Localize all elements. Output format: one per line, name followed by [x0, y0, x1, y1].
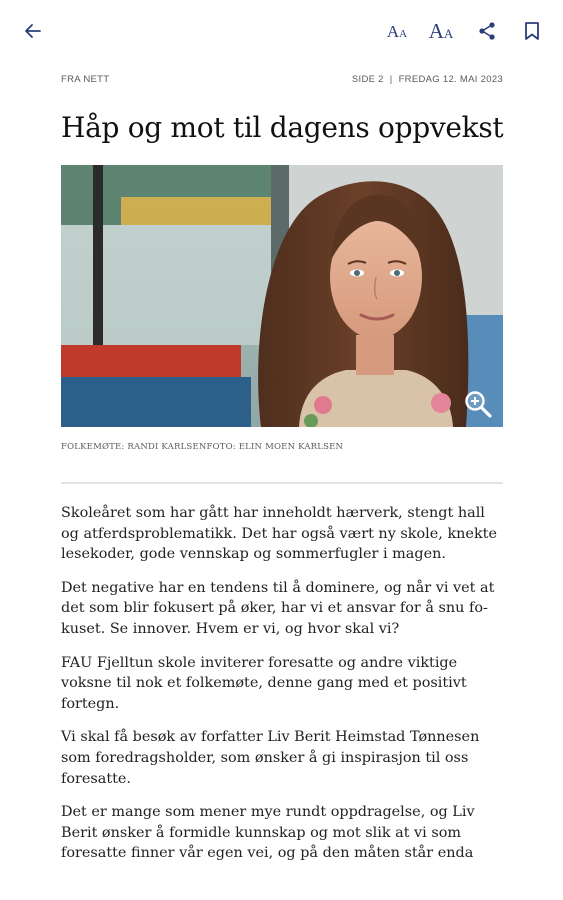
- font-large-icon: AA: [428, 18, 454, 43]
- bookmark-button[interactable]: [515, 14, 549, 48]
- divider: [61, 482, 503, 484]
- font-small-icon: AA: [386, 21, 408, 41]
- zoom-in-icon[interactable]: [463, 389, 493, 419]
- page-number: SIDE 2: [351, 74, 384, 85]
- article-meta: [61, 74, 503, 85]
- section-label: FRA NETT: [61, 74, 110, 85]
- paragraph: Det negative har en tendens til å dominere, og når vi vet at det som blir fokusert på øker, har vi et ansvar for å snu fo-kuset. Se innover. Hvem er vi, og hvor skal vi?: [61, 579, 495, 637]
- article-body: [61, 503, 507, 877]
- arrow-left-icon: [23, 21, 43, 41]
- photo-caption: FOLKEMØTE: RANDI KARLSENFOTO: ELIN MOEN KARLSEN: [61, 442, 344, 452]
- increase-font-button[interactable]: [424, 14, 458, 48]
- paragraph: Vi skal få besøk av forfatter Liv Berit Heimstad Tønnesen som foredragsholder, som ønsker å gi inspirasjon til oss foresatte.: [61, 729, 480, 787]
- top-toolbar: [0, 0, 563, 62]
- paragraph: Det er mange som mener mye rundt oppdragelse, og Liv Berit ønsker å formidle kunnskap og mot slik at vi som foresatte finner vår egen vei, og på den måten står enda: [61, 804, 475, 862]
- paragraph: Skoleåret som har gått har inneholdt hærverk, stengt hall og atferdsproblematikk. Det har også vært ny skole, knekte lesekoder, gode vennskap og sommerfugler i magen.: [61, 505, 497, 563]
- back-button[interactable]: [16, 14, 50, 48]
- article-photo[interactable]: [61, 165, 503, 427]
- page-date: [352, 74, 503, 85]
- paragraph: FAU Fjelltun skole inviterer foresatte og andre viktige voksne til nok et folkemøte, denne gang med et positivt fortegn.: [61, 654, 467, 712]
- bookmark-icon: [523, 21, 541, 41]
- share-icon: [477, 21, 497, 41]
- share-button[interactable]: [470, 14, 504, 48]
- article-headline: Håp og mot til dagens oppvekst: [61, 111, 504, 144]
- portrait-illustration: [61, 165, 503, 427]
- decrease-font-button[interactable]: [380, 14, 414, 48]
- publish-date: FREDAG 12. MAI 2023: [398, 74, 503, 85]
- meta-separator: |: [389, 74, 393, 85]
